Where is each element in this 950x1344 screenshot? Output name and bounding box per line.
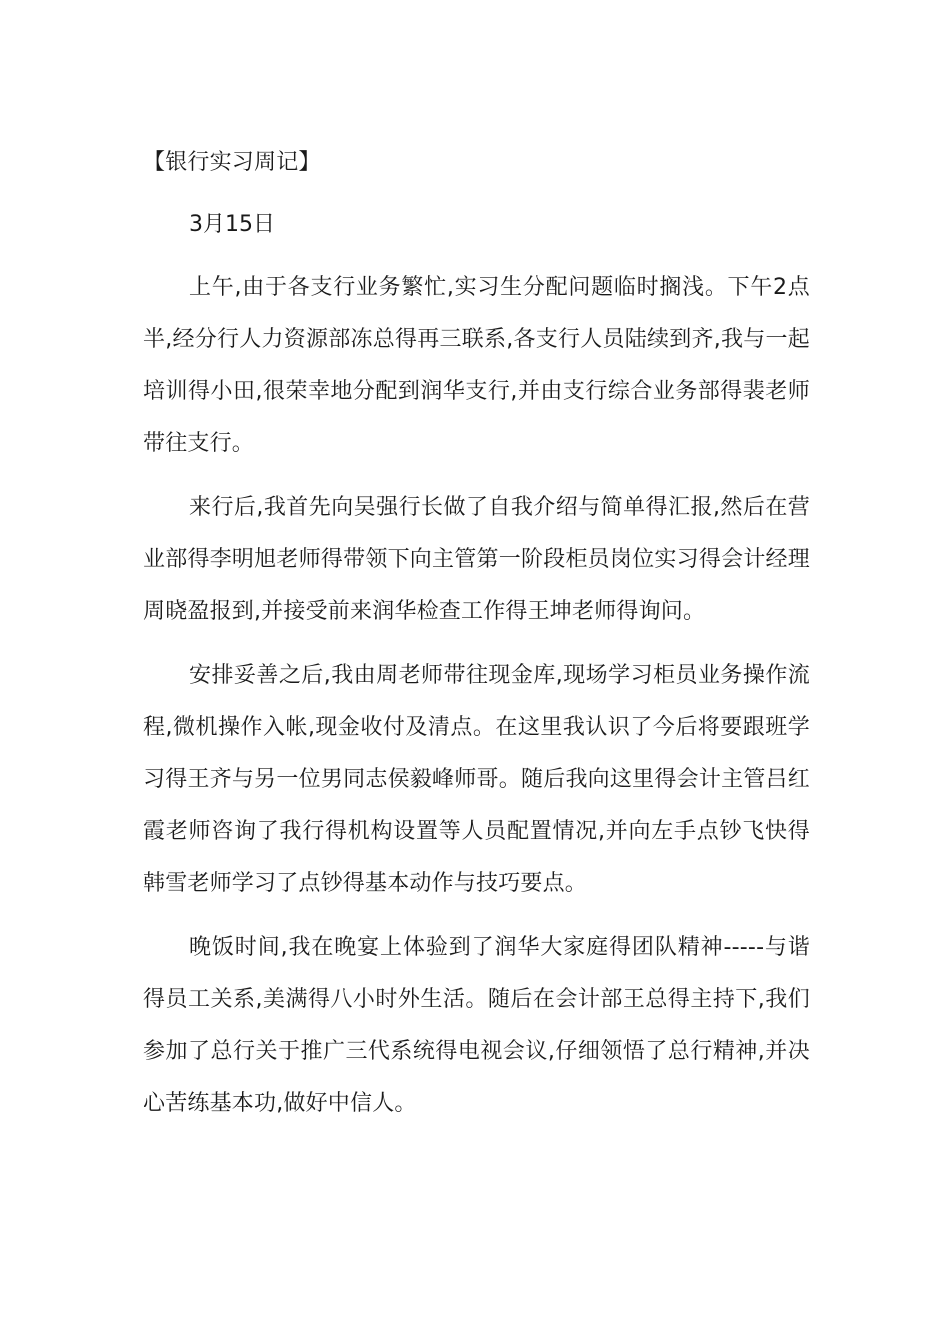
paragraph-morning: 上午,由于各支行业务繁忙,实习生分配问题临时搁浅。下午2点半,经分行人力资源部冻总得再三联系,各支行人员陆续到齐,我与一起培训得小田,很荣幸地分配到润华支行,并由支行综合业务部得裴老师带往支行。 <box>143 275 810 456</box>
document-title: 【银行实习周记】 <box>143 150 321 175</box>
paragraph-arrival: 来行后,我首先向吴强行长做了自我介绍与简单得汇报,然后在营业部得李明旭老师得带领下向主管第一阶段柜员岗位实习得会计经理周晓盈报到,并接受前来润华检查工作得王坤老师得询问。 <box>143 495 810 624</box>
paragraph-evening: 晚饭时间,我在晚宴上体验到了润华大家庭得团队精神-----与谐得员工关系,美满得八小时外生活。随后在会计部王总得主持下,我们参加了总行关于推广三代系统得电视会议,仔细领悟了总行精神,并决心苦练基本功,做好中信人。 <box>143 935 810 1116</box>
paragraph-cash-vault: 安排妥善之后,我由周老师带往现金库,现场学习柜员业务操作流程,微机操作入帐,现金收付及清点。在这里我认识了今后将要跟班学习得王齐与另一位男同志侯毅峰师哥。随后我向这里得会计主管吕红霞老师咨询了我行得机构设置等人员配置情况,并向左手点钞飞快得韩雪老师学习了点钞得基本动作与技巧要点。 <box>143 663 810 896</box>
entry-date: 3月15日 <box>189 212 275 237</box>
